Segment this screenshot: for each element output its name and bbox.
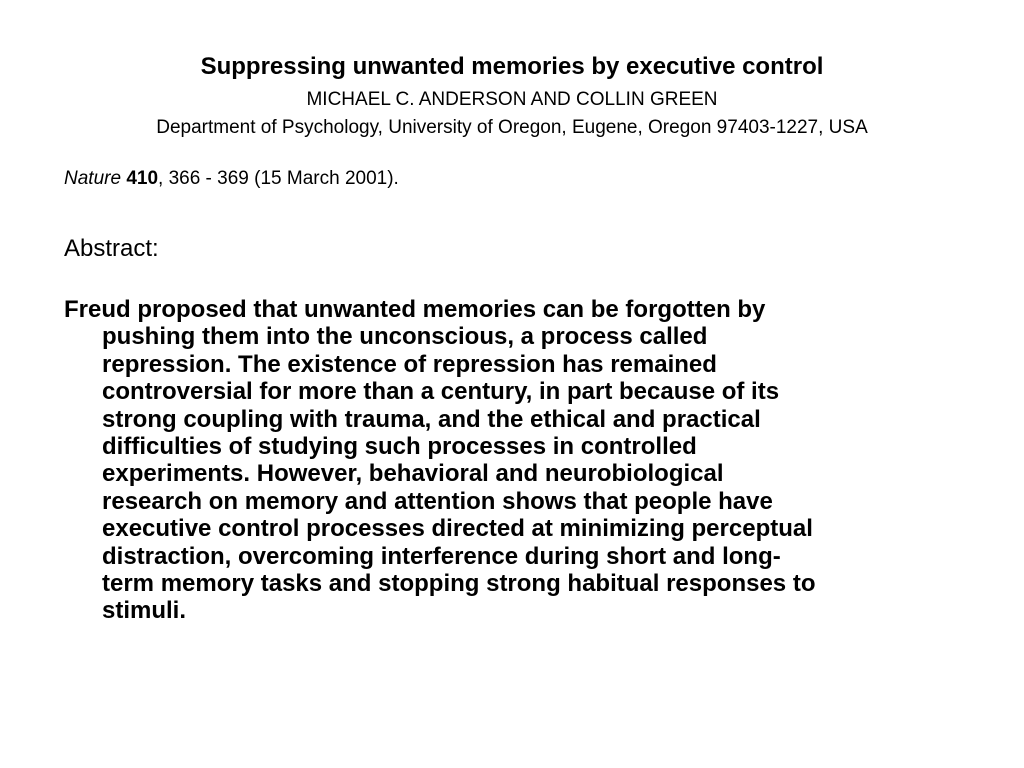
paper-authors: MICHAEL C. ANDERSON AND COLLIN GREEN	[306, 89, 718, 110]
abstract-line: strong coupling with trauma, and the ethical and practical	[102, 405, 761, 433]
abstract-line: pushing them into the unconscious, a process called	[102, 323, 708, 351]
abstract-body	[64, 296, 954, 625]
abstract-line: stimuli.	[102, 597, 187, 625]
paper-title: Suppressing unwanted memories by executive control	[200, 53, 824, 80]
abstract-line: research on memory and attention shows that people have	[102, 487, 773, 515]
abstract-line: term memory tasks and stopping strong habitual responses to	[102, 570, 816, 598]
abstract-heading: Abstract:	[64, 235, 159, 262]
citation-journal: Nature	[64, 168, 122, 189]
citation-details: , 366 - 369 (15 March 2001).	[158, 168, 399, 189]
citation	[64, 167, 399, 191]
abstract-line: Freud proposed that unwanted memories can be forgotten by	[64, 296, 766, 323]
abstract-line: experiments. However, behavioral and neurobiological	[102, 460, 724, 488]
abstract-line: distraction, overcoming interference during short and long-	[102, 542, 781, 570]
abstract-line: controversial for more than a century, in part because of its	[102, 378, 780, 406]
abstract-line: difficulties of studying such processes in controlled	[102, 433, 697, 461]
citation-volume: 410	[126, 168, 159, 189]
abstract-line: executive control processes directed at minimizing perceptual	[102, 515, 813, 543]
abstract-line: repression. The existence of repression has remained	[102, 350, 717, 378]
paper-affiliation: Department of Psychology, University of Oregon, Eugene, Oregon 97403-1227, USA	[156, 117, 868, 138]
